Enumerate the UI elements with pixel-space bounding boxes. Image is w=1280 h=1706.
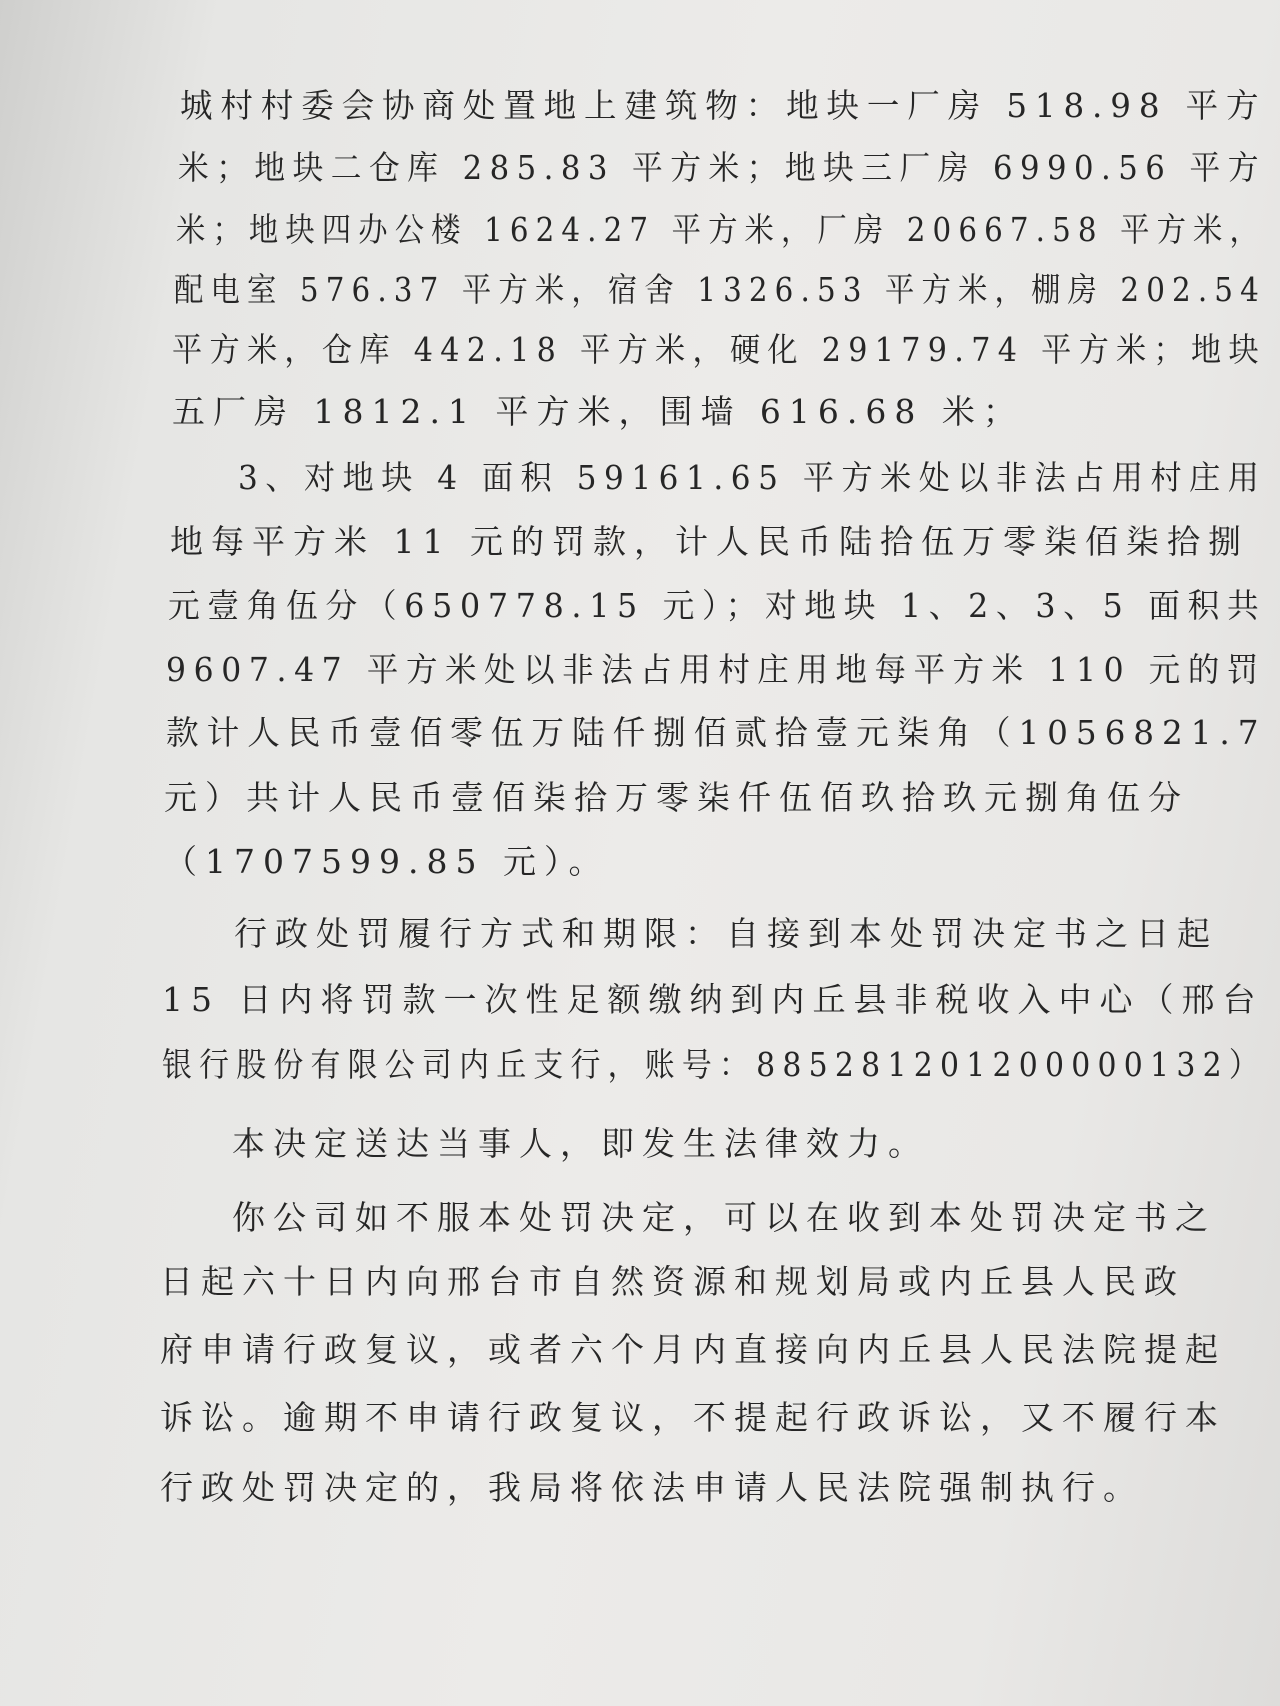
- text-line: 元）共计人民币壹佰柒拾万零柒仟伍佰玖拾玖元捌角伍分: [164, 778, 1189, 817]
- text-line: 行政处罚决定的，我局将依法申请人民法院强制执行。: [160, 1468, 1144, 1507]
- text-line: 款计人民币壹佰零伍万陆仟捌佰贰拾壹元柒角（1056821.7: [166, 713, 1267, 752]
- text-line: 米；地块二仓库 285.83 平方米；地块三厂房 6990.56 平方: [178, 148, 1266, 187]
- text-line: 银行股份有限公司内丘支行，账号：885281201200000132）: [162, 1045, 1266, 1084]
- text-line: 3、对地块 4 面积 59161.65 平方米处以非法占用村庄用: [238, 458, 1267, 497]
- text-line: 元壹角伍分（650778.15 元）；对地块 1、2、3、5 面积共: [168, 586, 1267, 625]
- text-line: 城村村委会协商处置地上建筑物：地块一厂房 518.98 平方: [180, 86, 1267, 125]
- text-line: 15 日内将罚款一次性足额缴纳到内丘县非税收入中心（邢台: [162, 980, 1264, 1019]
- text-line: 9607.47 平方米处以非法占用村庄用地每平方米 110 元的罚: [166, 650, 1266, 689]
- text-line: 本决定送达当事人，即发生法律效力。: [232, 1124, 929, 1163]
- text-line: （1707599.85 元）。: [164, 842, 610, 881]
- text-line: 行政处罚履行方式和期限：自接到本处罚决定书之日起: [234, 914, 1218, 953]
- text-line: 米；地块四办公楼 1624.27 平方米，厂房 20667.58 平方米，: [176, 210, 1266, 249]
- text-line: 五厂房 1812.1 平方米，围墙 616.68 米；: [172, 392, 1024, 431]
- text-line: 日起六十日内向邢台市自然资源和规划局或内丘县人民政: [160, 1262, 1185, 1301]
- text-line: 你公司如不服本处罚决定，可以在收到本处罚决定书之: [232, 1198, 1216, 1237]
- text-line: 平方米，仓库 442.18 平方米，硬化 29179.74 平方米；地块: [172, 330, 1266, 369]
- text-line: 配电室 576.37 平方米，宿舍 1326.53 平方米，棚房 202.54: [174, 270, 1266, 309]
- text-line: 地每平方米 11 元的罚款，计人民币陆拾伍万零柒佰柒拾捌: [170, 522, 1249, 561]
- text-line: 府申请行政复议，或者六个月内直接向内丘县人民法院提起: [160, 1330, 1226, 1369]
- text-line: 诉讼。逾期不申请行政复议，不提起行政诉讼，又不履行本: [160, 1398, 1226, 1437]
